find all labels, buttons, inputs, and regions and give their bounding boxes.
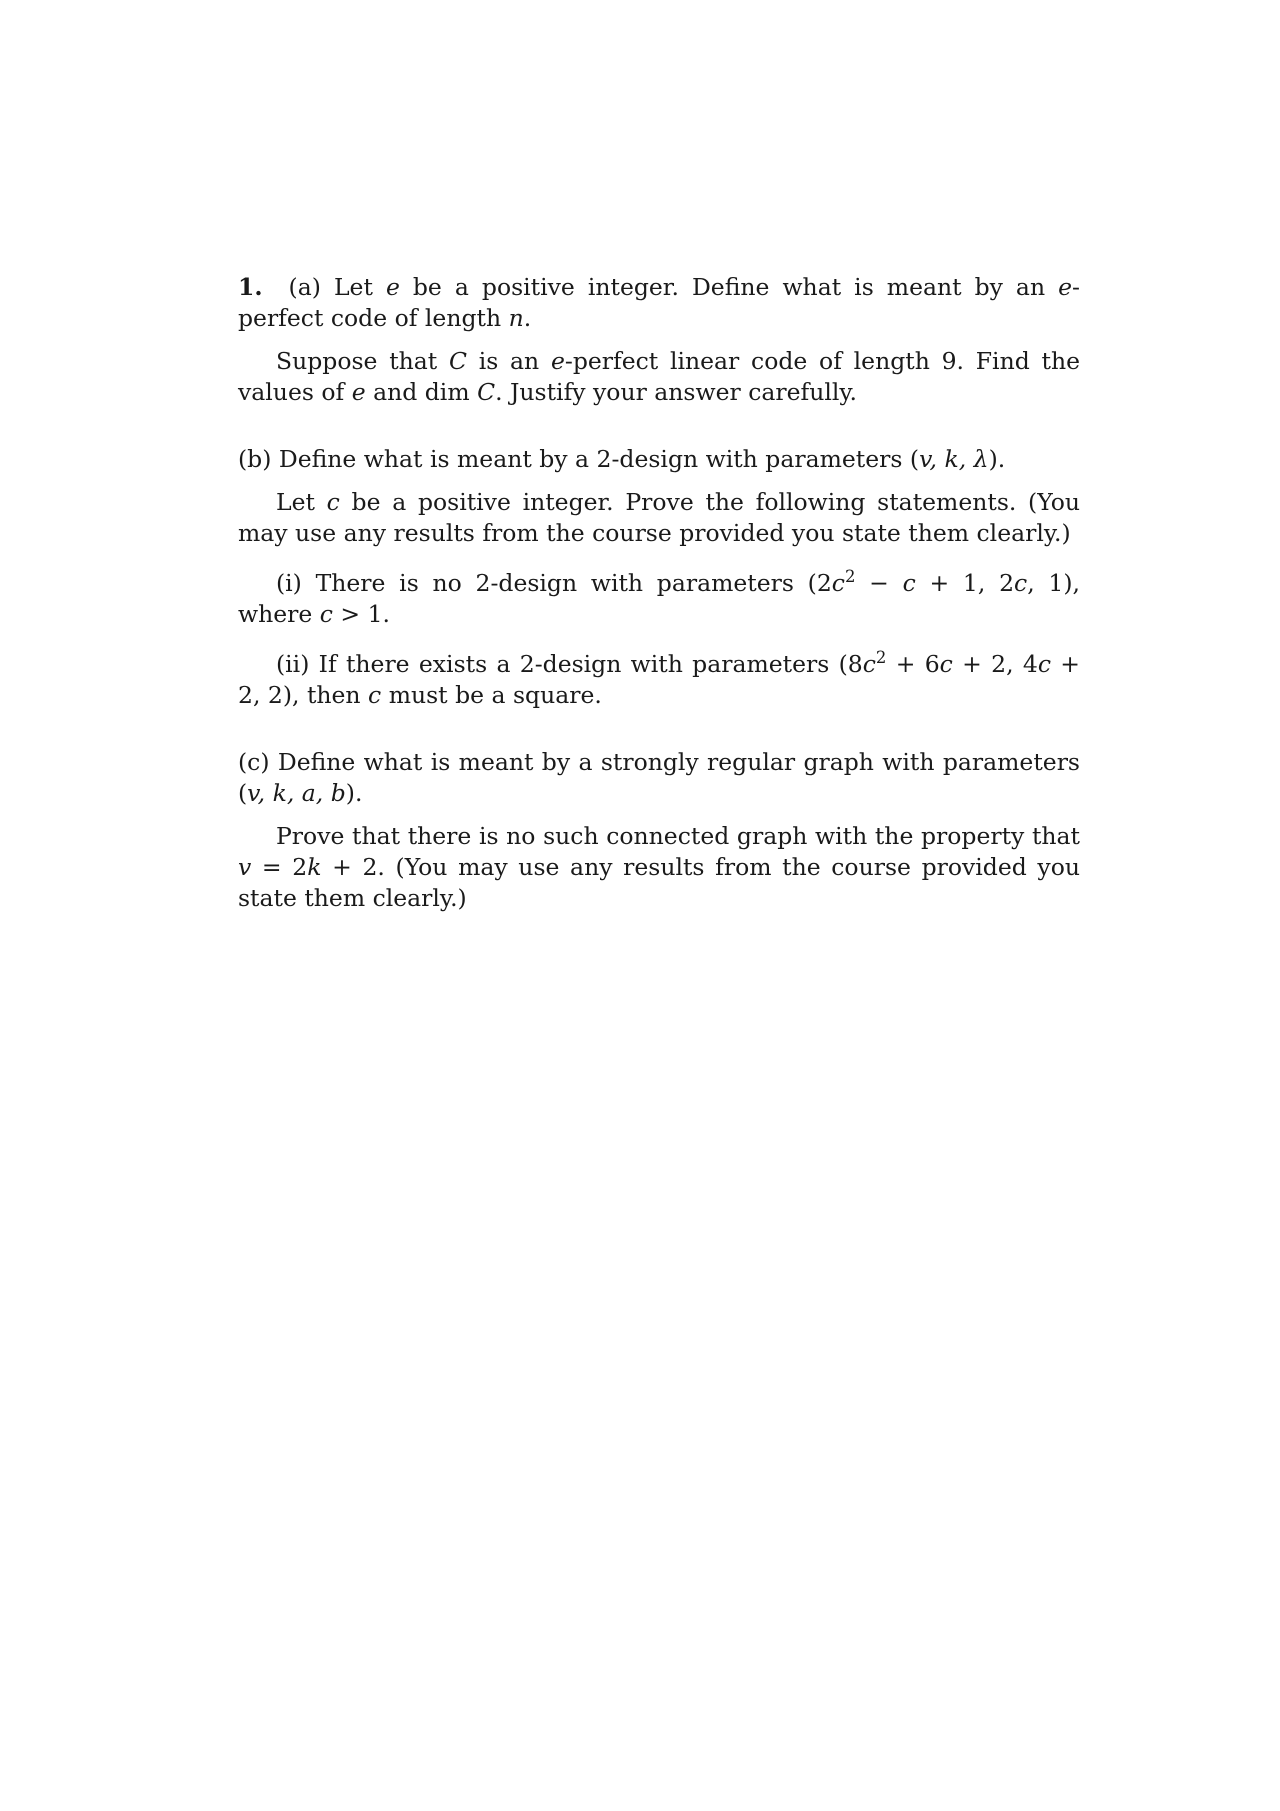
math-symbol: e — [351, 378, 366, 406]
part-c-task: Prove that there is no such connected graph with the property that v = 2k + 2. (You may use any results from the course provided you state them clearly.) — [238, 821, 1080, 912]
part-a-label: (a) — [288, 273, 321, 301]
math-exponent: 2 — [875, 647, 887, 667]
math-symbol: v, k, λ — [919, 445, 989, 473]
math-symbol: e — [385, 273, 400, 301]
part-a-task: Suppose that C is an e-perfect linear code of length 9. Find the values of e and dim C. Justify your answer carefully. — [238, 347, 1080, 406]
part-c-label: (c) — [238, 747, 270, 776]
part-b-item-i: (i) There is no 2-design with parameters ($2c^2 - c + 1$, 2c, 1), where c > 1. — [238, 567, 1081, 628]
math-symbol: e — [1058, 273, 1073, 301]
part-b-intro: Let c be a positive integer. Prove the following statements. (You may use any results from the course provided you state them clearly.) — [238, 488, 1080, 547]
part-b-label: (b) — [238, 445, 272, 473]
part-b-definition-text: Define what is meant by a 2-design with parameters (v, k, λ). — [271, 445, 1006, 473]
math-symbol: e — [550, 347, 565, 375]
part-a-definition — [238, 272, 1080, 334]
math-symbol: c — [1014, 568, 1028, 597]
exam-page — [238, 272, 1080, 914]
math-symbol: c — [902, 568, 916, 597]
math-symbol: c — [326, 488, 340, 516]
math-symbol: v, k, a, b — [247, 778, 346, 807]
math-symbol: c — [939, 649, 953, 678]
part-a-definition-text: Let e be a positive integer. Define what is meant by an e-perfect code of length n. — [238, 273, 1080, 332]
math-symbol: v — [238, 852, 252, 881]
part-b-item-ii: (ii) If there exists a 2-design with parameters ($8c^2 + 6c + 2$, 4c + 2, 2), then c must be a square. — [238, 647, 1080, 709]
math-symbol: c — [862, 649, 876, 678]
part-c-definition — [238, 747, 1080, 809]
math-symbol: c — [831, 568, 845, 597]
math-symbol: n — [508, 304, 524, 332]
part-c-definition-text: Define what is meant by a strongly regular graph with parameters (v, k, a, b). — [238, 747, 1080, 807]
math-exponent: 2 — [844, 567, 856, 586]
math-symbol: k — [307, 852, 322, 881]
part-b-definition — [238, 444, 1080, 475]
question-number: 1. — [238, 273, 263, 301]
math-symbol: C — [448, 347, 467, 375]
math-symbol: c — [1037, 649, 1051, 678]
math-symbol: c — [319, 599, 333, 628]
math-symbol: C — [477, 378, 496, 406]
math-symbol: c — [368, 680, 382, 709]
